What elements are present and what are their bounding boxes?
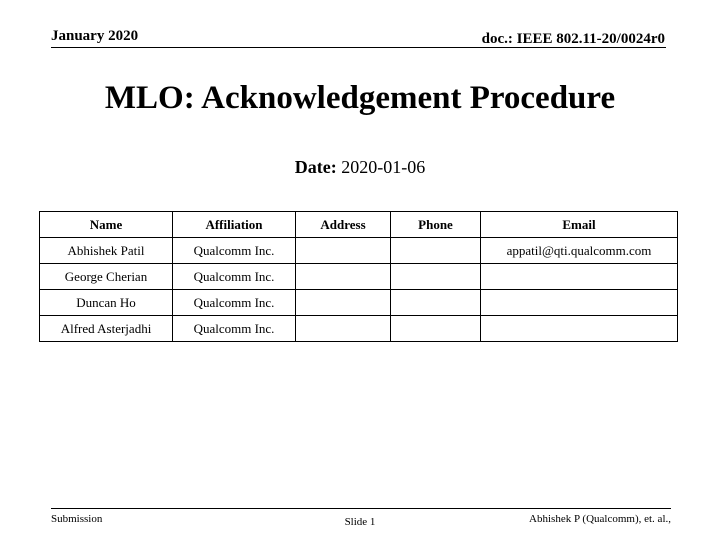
author-email	[481, 316, 678, 342]
footer-submission: Submission	[51, 513, 103, 525]
header-divider	[51, 47, 666, 48]
column-header-address: Address	[296, 212, 391, 238]
author-email: appatil@qti.qualcomm.com	[481, 238, 678, 264]
column-header-phone: Phone	[391, 212, 481, 238]
header-date: January 2020	[51, 28, 139, 44]
date-label: Date:	[294, 157, 337, 177]
author-name: Duncan Ho	[40, 290, 173, 316]
author-address	[296, 290, 391, 316]
author-address	[296, 238, 391, 264]
author-name: George Cherian	[40, 264, 173, 290]
authors-table	[39, 211, 678, 342]
footer-divider	[51, 508, 671, 509]
author-phone	[391, 238, 481, 264]
column-header-email: Email	[481, 212, 678, 238]
date-value: 2020-01-06	[341, 157, 426, 177]
author-address	[296, 264, 391, 290]
author-name: Alfred Asterjadhi	[40, 316, 173, 342]
footer-slide-number: Slide 1	[344, 516, 376, 528]
author-email	[481, 264, 678, 290]
date-line	[0, 157, 720, 178]
author-affiliation: Qualcomm Inc.	[173, 238, 296, 264]
author-affiliation: Qualcomm Inc.	[173, 290, 296, 316]
author-affiliation: Qualcomm Inc.	[173, 264, 296, 290]
table-header-row	[40, 212, 678, 238]
table-row	[40, 316, 678, 342]
author-affiliation: Qualcomm Inc.	[173, 316, 296, 342]
footer-author: Abhishek P (Qualcomm), et. al.,	[529, 513, 671, 525]
column-header-name: Name	[40, 212, 173, 238]
author-phone	[391, 316, 481, 342]
author-email	[481, 290, 678, 316]
slide-title: MLO: Acknowledgement Procedure	[104, 80, 616, 116]
table-row	[40, 238, 678, 264]
author-phone	[391, 264, 481, 290]
column-header-affiliation: Affiliation	[173, 212, 296, 238]
table-row	[40, 290, 678, 316]
header-doc-id: doc.: IEEE 802.11-20/0024r0	[481, 31, 665, 47]
author-phone	[391, 290, 481, 316]
author-name: Abhishek Patil	[40, 238, 173, 264]
author-address	[296, 316, 391, 342]
table-row	[40, 264, 678, 290]
